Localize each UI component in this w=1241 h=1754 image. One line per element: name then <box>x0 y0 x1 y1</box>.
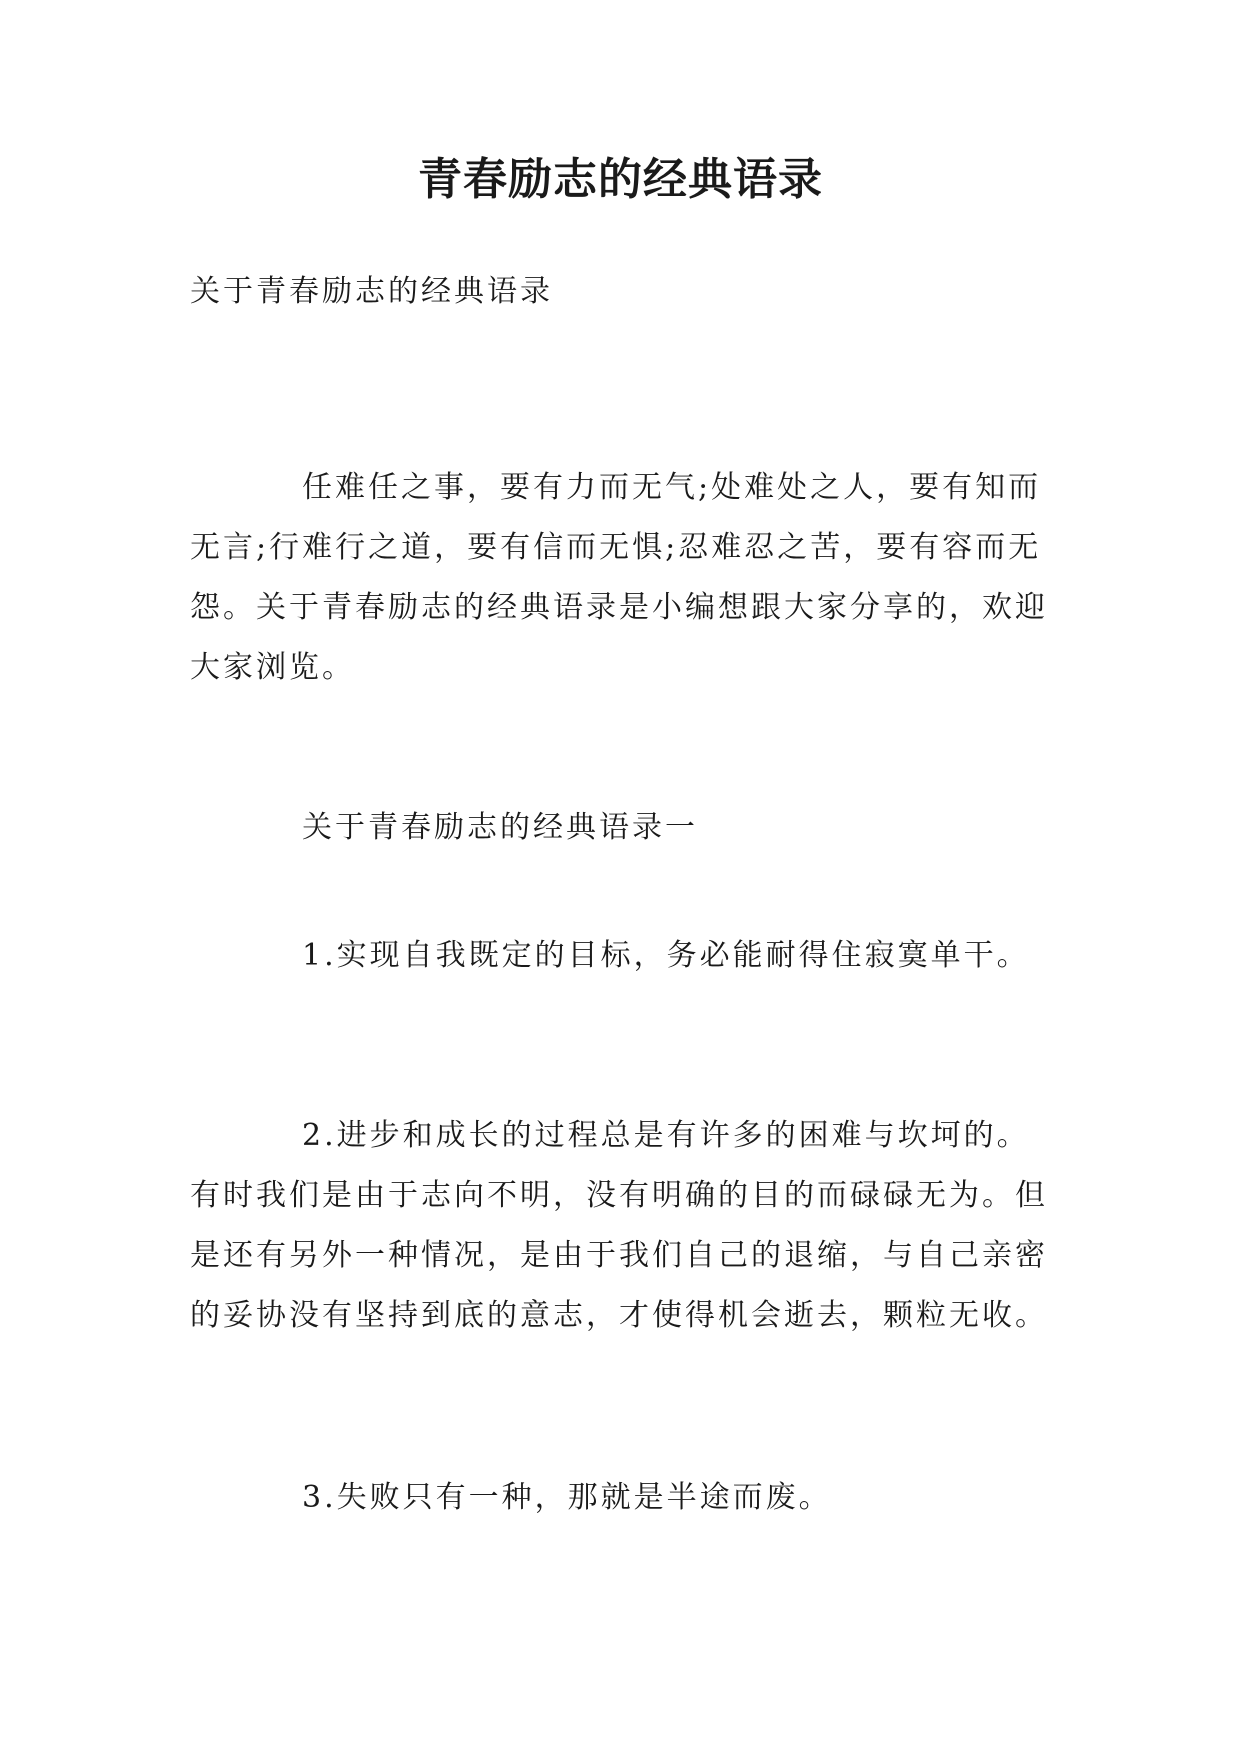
document-title: 青春励志的经典语录 <box>418 154 823 205</box>
section-heading: 关于青春励志的经典语录一 <box>302 810 698 845</box>
list-item: 1.实现自我既定的目标，务必能耐得住寂寞单干。 <box>302 938 1030 973</box>
intro-paragraph: 任难任之事，要有力而无气;处难处之人，要有知而无言;行难行之道，要有信而无惧;忍难忍之苦，要有容而无怨。关于青春励志的经典语录是小编想跟大家分享的，欢迎大家浏览。 <box>190 470 1048 685</box>
list-item: 2.进步和成长的过程总是有许多的困难与坎坷的。有时我们是由于志向不明，没有明确的目的而碌碌无为。但是还有另外一种情况，是由于我们自己的退缩，与自己亲密的妥协没有坚持到底的意志，才使得机会逝去，颗粒无收。 <box>190 1118 1048 1333</box>
document-subtitle: 关于青春励志的经典语录 <box>190 274 553 309</box>
list-item: 3.失败只有一种，那就是半途而废。 <box>302 1480 832 1515</box>
